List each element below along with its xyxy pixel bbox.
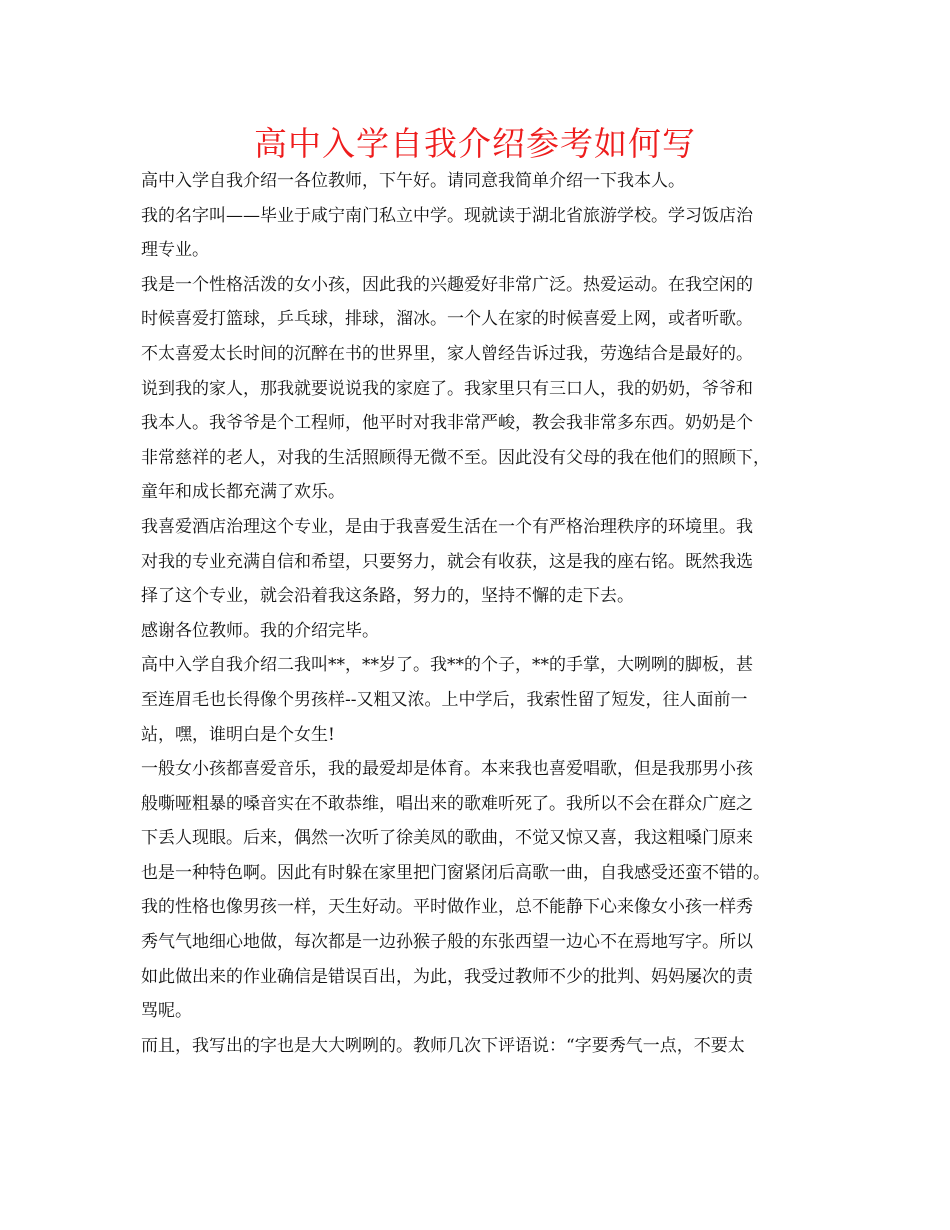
- text-line: 下丢人现眼。后来，偶然一次听了徐美凤的歌曲，不觉又惊又喜，我这粗嗓门原来: [141, 828, 753, 849]
- text-line: 秀气气地细心地做，每次都是一边孙猴子般的东张西望一边心不在焉地写字。所以: [141, 932, 753, 953]
- text-line: 我的名字叫——毕业于咸宁南门私立中学。现就读于湖北省旅游学校。学习饭店治: [141, 205, 753, 226]
- text-line: 非常慈祥的老人，对我的生活照顾得无微不至。因此没有父母的我在他们的照顾下，: [141, 447, 770, 468]
- text-line: 童年和成长都充满了欢乐。: [141, 482, 345, 503]
- text-line: 时候喜爱打篮球，乒乓球，排球，溜冰。一个人在家的时候喜爱上网，或者听歌。: [141, 309, 753, 330]
- text-line: 我的性格也像男孩一样，天生好动。平时做作业，总不能静下心来像女小孩一样秀: [141, 897, 753, 918]
- text-line: 理专业。: [141, 240, 209, 261]
- text-line: 般嘶哑粗暴的嗓音实在不敢恭维，唱出来的歌难听死了。我所以不会在群众广庭之: [141, 793, 753, 814]
- text-line: 一般女小孩都喜爱音乐，我的最爱却是体育。本来我也喜爱唱歌，但是我那男小孩: [141, 759, 753, 780]
- text-line: 高中入学自我介绍二我叫**，**岁了。我**的个子，**的手掌，大咧咧的脚板，甚: [141, 655, 753, 676]
- text-line: 高中入学自我介绍一各位教师，下午好。请同意我简单介绍一下我本人。: [141, 171, 685, 191]
- text-line: 如此做出来的作业确信是错误百出，为此，我受过教师不少的批判、妈妈屡次的责: [141, 966, 753, 987]
- text-line: 感谢各位教师。我的介绍完毕。: [141, 620, 379, 641]
- text-line: 我本人。我爷爷是个工程师，他平时对我非常严峻，教会我非常多东西。奶奶是个: [141, 413, 753, 434]
- text-line: 站，嘿，谁明白是个女生!: [141, 724, 335, 745]
- text-line: 择了这个专业，就会沿着我这条路，努力的，坚持不懈的走下去。: [141, 586, 634, 607]
- text-line: 骂呢。: [141, 1001, 192, 1022]
- text-line: 我喜爱酒店治理这个专业，是由于我喜爱生活在一个有严格治理秩序的环境里。我: [141, 516, 753, 537]
- text-line: 不太喜爱太长时间的沉醉在书的世界里，家人曾经告诉过我，劳逸结合是最好的。: [141, 343, 753, 364]
- text-line: 对我的专业充满自信和希望，只要努力，就会有收获，这是我的座右铭。既然我选: [141, 551, 753, 572]
- text-line: 而且，我写出的字也是大大咧咧的。教师几次下评语说：“字要秀气一点，不要太: [141, 1035, 745, 1056]
- document-body: [141, 164, 817, 1063]
- text-line: 至连眉毛也长得像个男孩样--又粗又浓。上中学后，我索性留了短发，往人面前一: [141, 689, 748, 710]
- text-line: 我是一个性格活泼的女小孩，因此我的兴趣爱好非常广泛。热爱运动。在我空闲的: [141, 274, 753, 295]
- text-line: 也是一种特色啊。因此有时躲在家里把门窗紧闭后高歌一曲，自我感受还蛮不错的。: [141, 862, 770, 883]
- text-line: 说到我的家人，那我就要说说我的家庭了。我家里只有三口人，我的奶奶，爷爷和: [141, 378, 753, 399]
- document-title: 高中入学自我介绍参考如何写: [254, 124, 696, 163]
